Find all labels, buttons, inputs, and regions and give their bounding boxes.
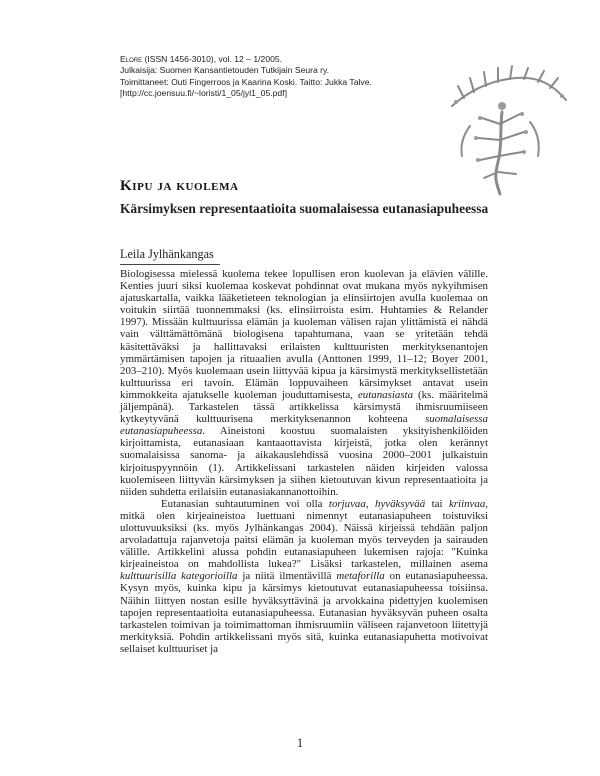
journal-issn: (ISSN 1456-3010), vol. 12 – 1/2005. (142, 54, 283, 64)
journal-name: Elore (120, 54, 143, 64)
body-text-run: tai (425, 497, 449, 510)
italic-term: kriinvaa (448, 497, 486, 510)
body-text-run: Biologisessa mielessä kuolema tekee lopullisen eron kuolevan ja elävien välille. Kenties juuri siksi kuolemaa koskevat pohdinnat ovat mukana myös nykyihmisen ajatuskartalla, vaikka lääketieteen teknologian ja elinsiirtojen avulla kuolemaa on voitukin siirtää tuonnemmaksi (ks. elinsiirroista esim. Huhtamies & Relander 1997). Missään kulttuurissa elämän ja kuoleman välisen rajan ylittämistä ei nähdä vain välttämättömänä biologisena tapahtumana, vaan se yritetään tehdä käsitettäväksi ja hallittavaksi erilaisten kulttuuristen merkityksenantojen ymmärtämisen tapojen ja rituaalien avulla (Anttonen 1999, 11–12; Boyer 2001, 203–210). Myös kuolemaan usein liittyvää kipua ja kärsimystä merkityksellistetään kulttuurissa eri tavoin. Elämän loppuvaiheen kärsimykset antavat usein kimmokkeita ajatukselle kuoleman jouduttamisesta, (120, 268, 488, 401)
journal-header (120, 54, 450, 100)
italic-term: suomalaisessa eutanasiapuheessa (120, 413, 488, 438)
article-author: Leila Jylhänkangas (120, 247, 214, 261)
page-number: 1 (296, 735, 304, 750)
url-line: [http://cc.joensuu.fi/~loristi/1_05/jyl1_05.pdf] (120, 88, 287, 99)
body-text-run: ja niitä ilmentävillä (237, 570, 337, 583)
body-paragraph-1 (120, 268, 488, 498)
editors-line: Toimittaneet: Outi Fingerroos ja Kaarina Koski. Taitto: Jukka Talve. (120, 76, 372, 87)
italic-term: torjuvaa (328, 497, 366, 510)
body-text-run: (ks. määritelmä jäljempänä). Tarkastelen tässä artikkelissa kärsimystä ihmisruumiiseen kytkeytyvänä kulttuurisena merkityksenannon kohteena (120, 388, 488, 426)
body-paragraph-2 (120, 498, 488, 655)
italic-term: hyväksyvää (375, 497, 426, 510)
body-text-run: Eutanasian suhtautuminen voi olla (161, 497, 329, 510)
journal-info-line (120, 54, 450, 65)
article-body (120, 268, 488, 655)
reindeer-ornament-icon (440, 62, 570, 197)
italic-term: eutanasiasta (357, 388, 414, 401)
italic-term: metaforilla (336, 570, 385, 583)
author-underline-divider (120, 264, 220, 265)
body-text-run: , mitkä olen kirjeaineistoa luettuani nimennyt eutanasiapuheen toistuviksi ulottuvuuksiksi (ks. myös Jylhänkangas 2004). Näissä kirjeissä tehdään paljon arvoladattuja rajanvetoja paitsi elämän ja kuoleman myös terveyden ja sairauden välille. Artikkelini alussa pohdin eutanasiapuheen lukemisen rajoja: "Kuinka kirjeaineistoa on mahdollista lukea?" Lisäksi tarkastelen, millainen asema (120, 497, 488, 571)
publisher-line: Julkaisija: Suomen Kansantietouden Tutkijain Seura ry. (120, 65, 330, 76)
article-title: Kipu ja kuolema (120, 178, 239, 194)
body-text-run: . Aineistoni koostuu suomalaisten yksityishenkilöiden kirjoittamista, eutanasiaan kantaaottavista kirjeistä, jotka olen kerännyt suomalaisissa sanoma- ja aikakauslehdissä vuosina 2000–2001 julkaistuin kirjoituspyynnöin (1). Artikkelissani tarkastelen näiden kirjeiden valossa kuolemiseen liittyvän kärsimyksen ja siihen kietoutuvan kivun representaatioita ja niiden suhdetta erilaisiin eutanasiakannanottoihin. (120, 425, 488, 498)
body-text-run: , (365, 497, 375, 510)
italic-term: kulttuurisilla kategorioilla (120, 570, 238, 583)
article-subtitle: Kärsimyksen representaatioita suomalaisessa eutanasiapuheessa (120, 201, 489, 216)
body-text-run: on eutanasiapuheessa. Kysyn myös, kuinka kipu ja kärsimys kietoutuvat eutanasiapuheessa toisiinsa. Näihin liittyen nostan esille hyväksyttävinä ja arvokkaina pidettyjen kuolemisen tapojen representaatioita eutanasiapuheessa. Eutanasian hyväksyvän puheen osalta tarkastelen toimivan ja toimimattoman ihmisruumiin väliseen rajanvetoon liitettyjä merkityksiä. Pohdin artikkelissani myös sitä, kuinka eutanasiapuhetta motivoivat sellaiset kulttuuriset ja (120, 570, 488, 655)
